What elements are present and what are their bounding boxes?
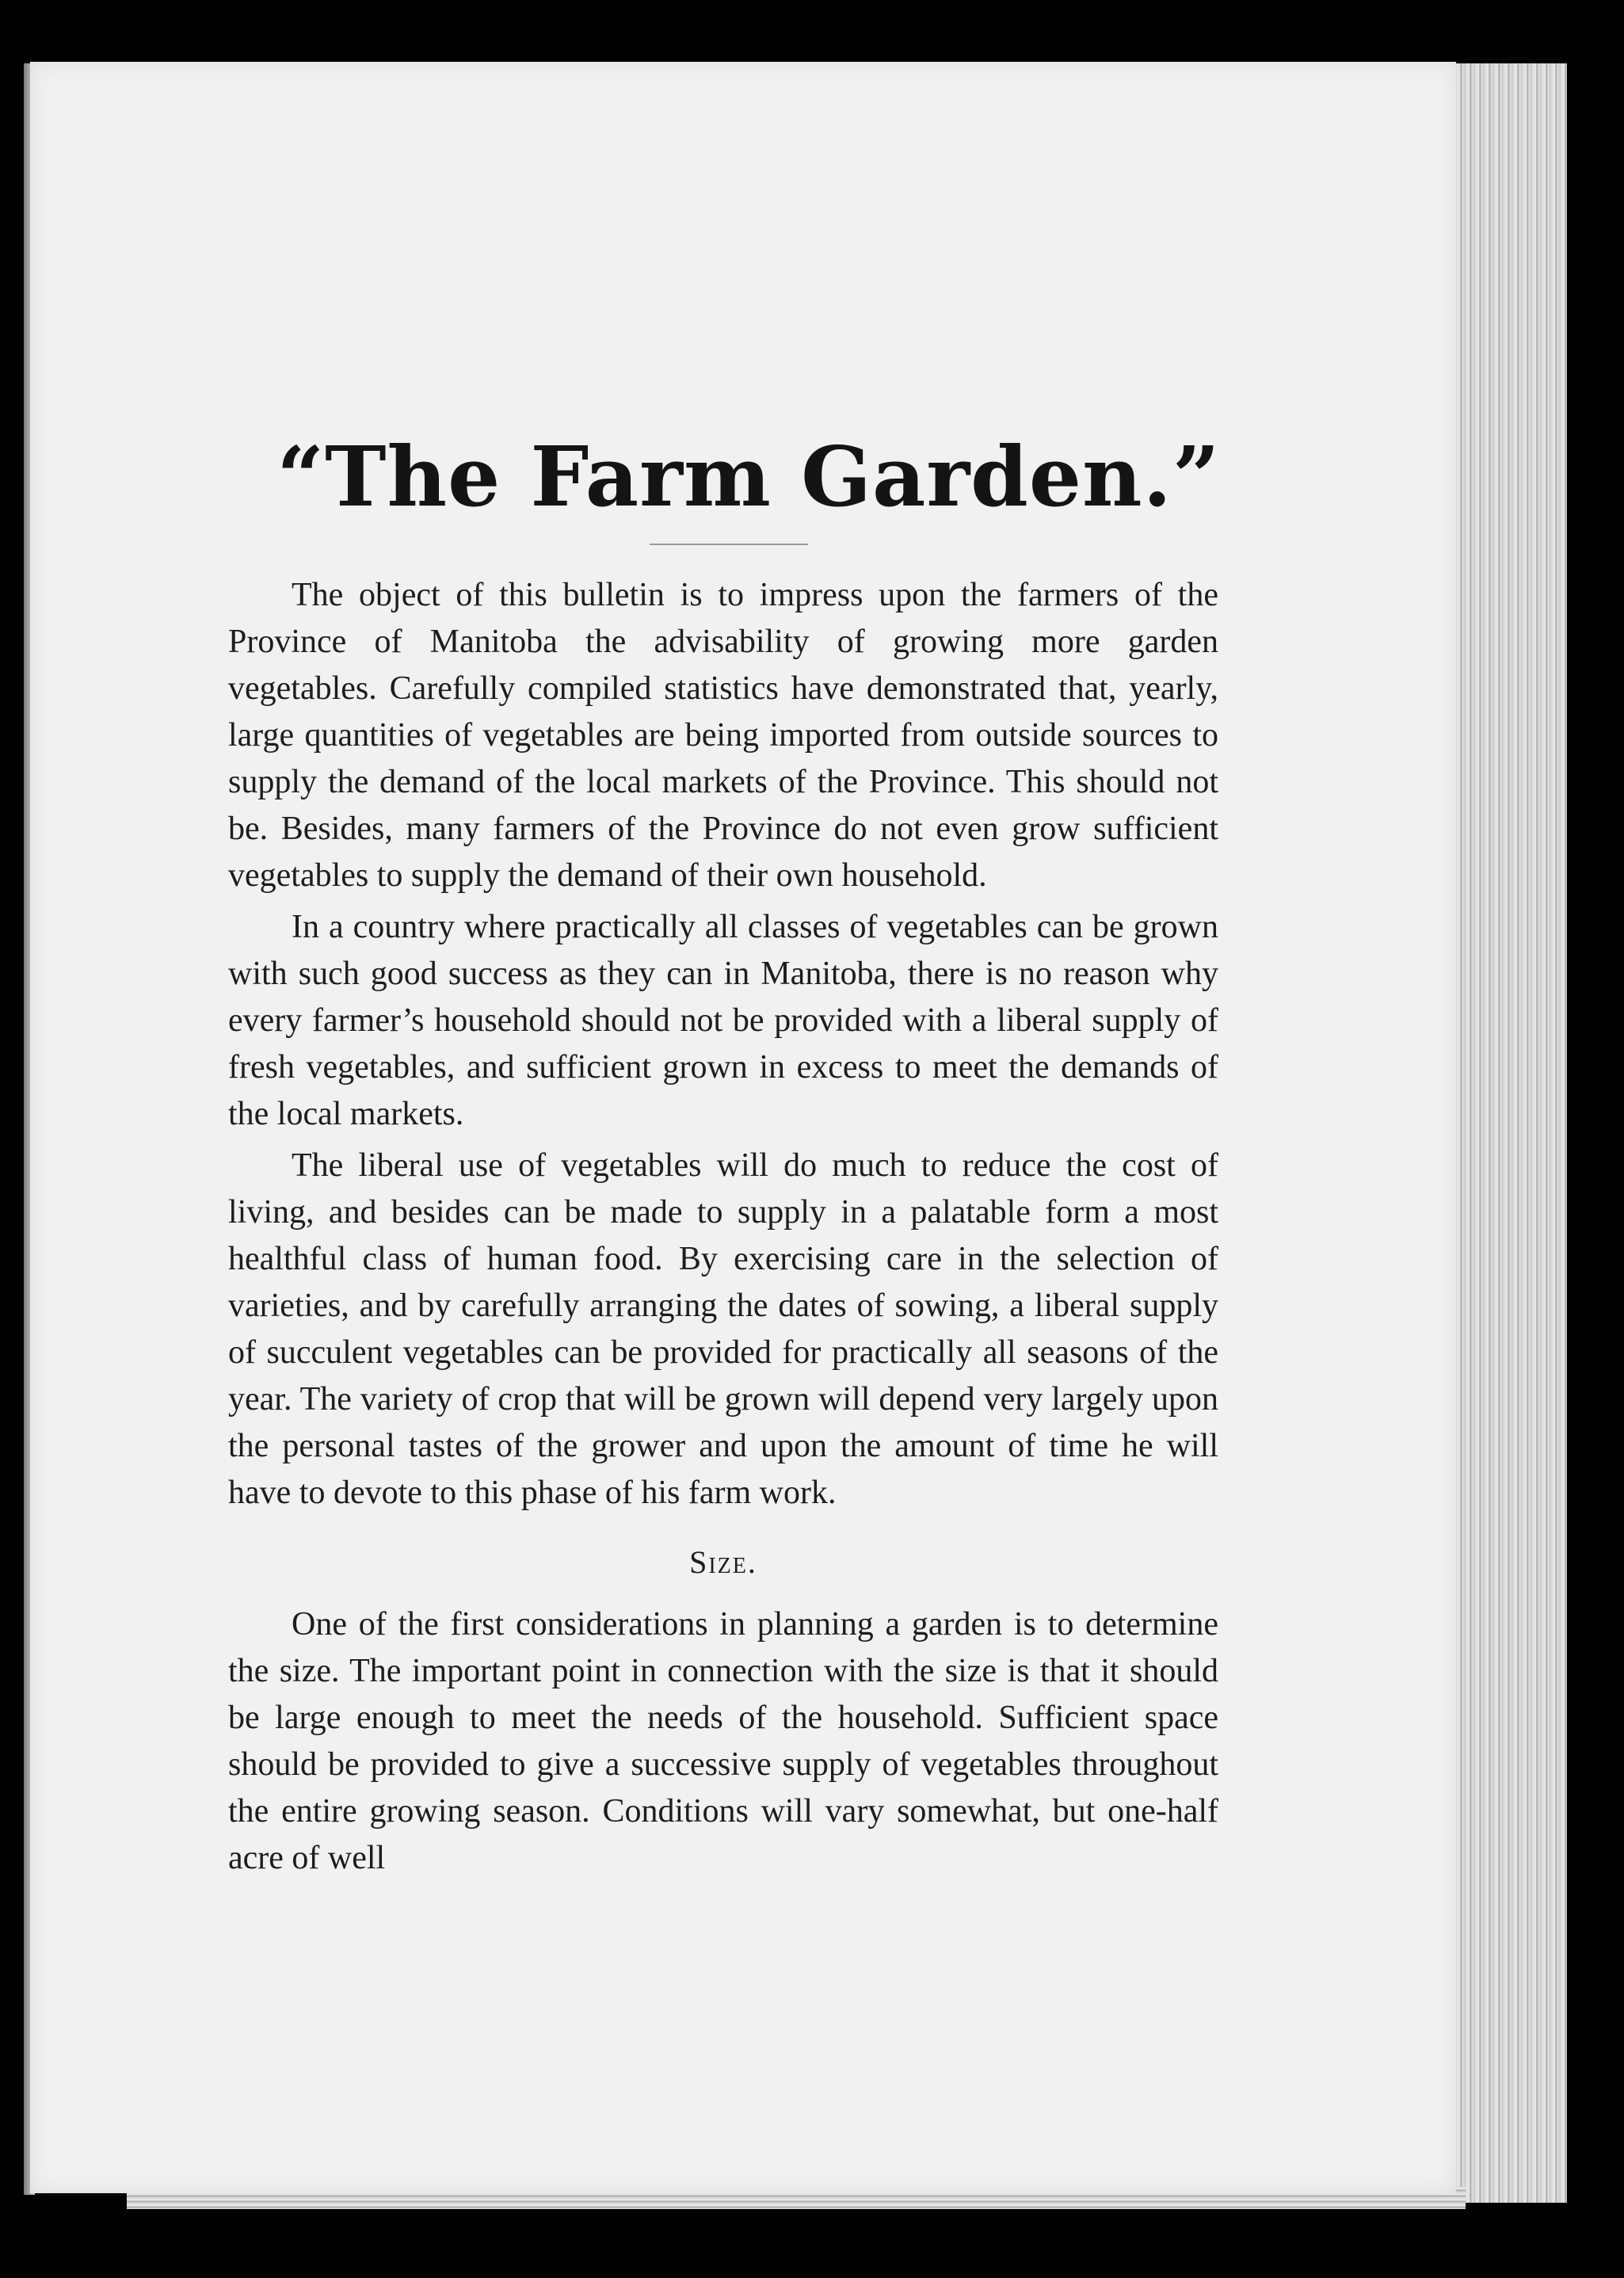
body-text <box>228 572 1218 1887</box>
page-stack-edges <box>1456 63 1583 2203</box>
section-heading-size: Size. <box>689 1544 757 1580</box>
paragraph-2: In a country where practically all classes of vegetables can be grown with such good success as they can in Manitoba, there is no reason why every farmer’s household should not be provided with a liberal supply of fresh vegetables, and sufficient grown in excess to meet the demands of the local markets. <box>228 909 1218 1132</box>
paragraph-3: The liberal use of vegetables will do much to reduce the cost of living, and besides can be made to supply in a palatable form a most healthful class of human food. By exercising care in the selection of varieties, and by carefully arranging the dates of sowing, a liberal supply of succulent vegetables can be provided for practically all seasons of the year. The variety of crop that will be grown will depend very largely upon the personal tastes of the grower and upon the amount of time he will have to devote to this phase of his farm work. <box>228 1147 1218 1511</box>
title-divider <box>650 544 808 545</box>
paragraph-size: One of the first considerations in planning a garden is to determine the size. The important point in connection with the size is that it should be large enough to meet the needs of the household. Sufficient space should be provided to give a successive supply of vegetables throughout the entire growing season. Conditions will vary somewhat, but one-half acre of well <box>228 1606 1218 1876</box>
page-title: “The Farm Garden.” <box>276 428 1221 525</box>
paragraph-1: The object of this bulletin is to impress upon the farmers of the Province of Manitoba the advisability of growing more garden vegetables. Carefully compiled statistics have demonstrated that, yearly, large quantities of vegetables are being imported from outside sources to supply the demand of the local markets of the Province. This should not be. Besides, many farmers of the Province do not even grow sufficient vegetables to supply the demand of their own household. <box>228 577 1218 894</box>
